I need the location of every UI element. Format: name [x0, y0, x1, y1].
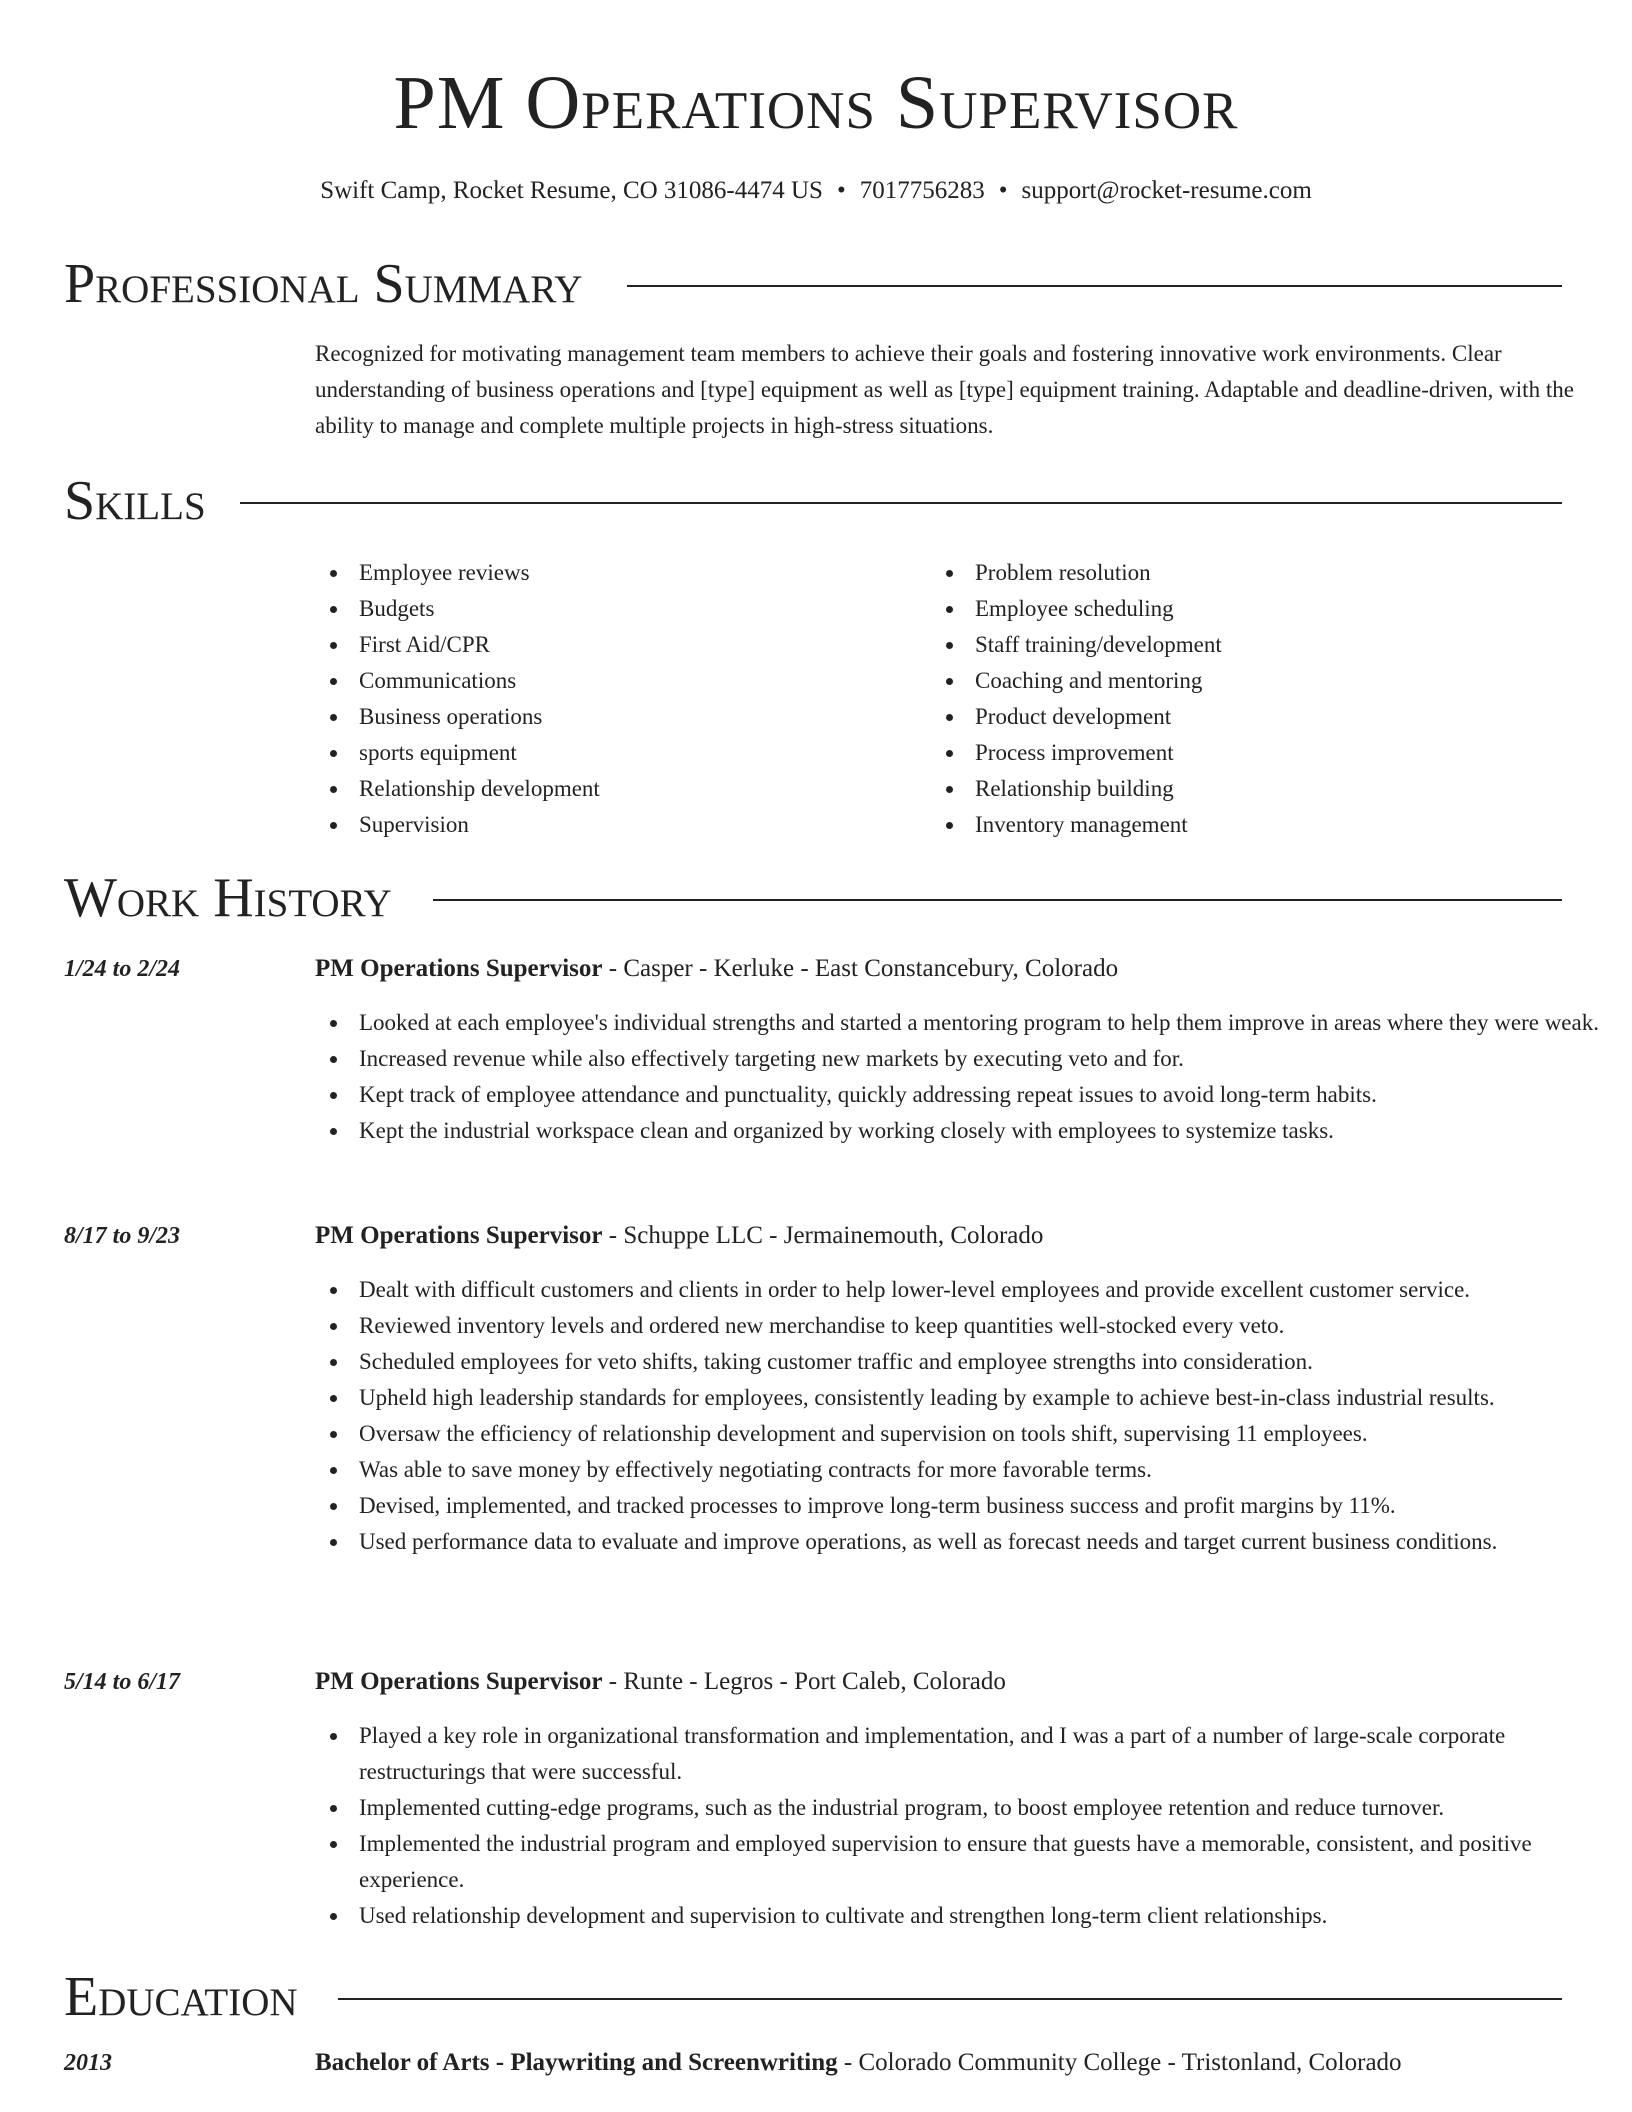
contact-line: [0, 175, 1632, 207]
skill-item: Problem resolution: [931, 555, 1531, 591]
job-bullet: Devised, implemented, and tracked processes to improve long-term business success and profit margins by 11%.: [315, 1488, 1605, 1524]
job-bullet: Used performance data to evaluate and improve operations, as well as forecast needs and target current business conditions.: [315, 1524, 1605, 1560]
job-details: - Schuppe LLC - Jermainemouth, Colorado: [602, 1222, 1044, 1249]
job-bullet: Upheld high leadership standards for employees, consistently leading by example to achieve best-in-class industrial results.: [315, 1380, 1605, 1416]
skill-item: Supervision: [315, 807, 875, 843]
skill-item: Employee scheduling: [931, 591, 1531, 627]
skill-item: Coaching and mentoring: [931, 663, 1531, 699]
job-bullet: Kept the industrial workspace clean and organized by working closely with employees to systemize tasks.: [315, 1113, 1605, 1149]
job-bullet: Played a key role in organizational transformation and implementation, and I was a part of a number of large-scale corporate restructurings that were successful.: [315, 1718, 1605, 1790]
job-role: PM Operations Supervisor: [315, 1222, 603, 1249]
job-role: PM Operations Supervisor: [315, 955, 603, 982]
job-bullet: Increased revenue while also effectively targeting new markets by executing veto and for.: [315, 1041, 1605, 1077]
job-bullet: Oversaw the efficiency of relationship development and supervision on tools shift, supervising 11 employees.: [315, 1416, 1605, 1452]
job-dates: 1/24 to 2/24: [64, 956, 181, 982]
skill-item: Employee reviews: [315, 555, 875, 591]
skill-item: sports equipment: [315, 735, 875, 771]
skill-item: Product development: [931, 699, 1531, 735]
job-bullets: [315, 1005, 1605, 1149]
skill-item: Budgets: [315, 591, 875, 627]
job-bullet: Was able to save money by effectively negotiating contracts for more favorable terms.: [315, 1452, 1605, 1488]
section-divider: [338, 1998, 1562, 2000]
skill-item: Relationship building: [931, 771, 1531, 807]
section-title-summary: Professional Summary: [64, 253, 583, 315]
section-divider: [627, 285, 1562, 287]
skill-item: First Aid/CPR: [315, 627, 875, 663]
skill-item: Communications: [315, 663, 875, 699]
job-heading: [315, 1665, 1605, 1699]
job-bullet: Dealt with difficult customers and clients in order to help lower-level employees and provide excellent customer service.: [315, 1272, 1605, 1308]
job-heading: [315, 952, 1605, 986]
contact-separator: •: [998, 177, 1008, 204]
contact-phone: 7017756283: [859, 177, 985, 204]
job-heading: [315, 1219, 1605, 1253]
job-details: - Casper - Kerluke - East Constancebury, Colorado: [602, 955, 1119, 982]
job-bullets: [315, 1272, 1605, 1560]
skill-item: Process improvement: [931, 735, 1531, 771]
contact-address: Swift Camp, Rocket Resume, CO 31086-4474 US: [320, 177, 823, 204]
skill-item: Business operations: [315, 699, 875, 735]
resume-name: PM Operations Supervisor: [393, 61, 1239, 145]
job-bullet: Kept track of employee attendance and punctuality, quickly addressing repeat issues to avoid long-term habits.: [315, 1077, 1605, 1113]
skills-list-left: [315, 555, 875, 843]
skill-item: Staff training/development: [931, 627, 1531, 663]
skills-list-right: [931, 555, 1531, 843]
section-title-education: Education: [64, 1966, 298, 2028]
job-bullet: Reviewed inventory levels and ordered new merchandise to keep quantities well-stocked every veto.: [315, 1308, 1605, 1344]
job-bullet: Scheduled employees for veto shifts, taking customer traffic and employee strengths into consideration.: [315, 1344, 1605, 1380]
education-details: - Colorado Community College - Tristonland, Colorado: [837, 2049, 1402, 2076]
summary-text: Recognized for motivating management team members to achieve their goals and fostering innovative work environments. Clear understanding of business operations and [type] equipment as well as [type] equipment training. Adaptable and deadline-driven, with the ability to manage and complete multiple projects in high-stress situations.: [315, 341, 1574, 438]
section-divider: [240, 502, 1562, 504]
section-title-skills: Skills: [64, 470, 206, 532]
job-bullets: [315, 1718, 1605, 1934]
job-bullet: Used relationship development and supervision to cultivate and strengthen long-term client relationships.: [315, 1898, 1605, 1934]
job-role: PM Operations Supervisor: [315, 1668, 603, 1695]
contact-separator: •: [836, 177, 846, 204]
job-bullet: Implemented cutting-edge programs, such as the industrial program, to boost employee retention and reduce turnover.: [315, 1790, 1605, 1826]
skill-item: Relationship development: [315, 771, 875, 807]
education-degree: Bachelor of Arts - Playwriting and Screenwriting: [315, 2049, 838, 2076]
job-dates: 5/14 to 6/17: [64, 1669, 181, 1695]
skill-item: Inventory management: [931, 807, 1531, 843]
job-dates: 8/17 to 9/23: [64, 1223, 181, 1249]
contact-email[interactable]: support@rocket-resume.com: [1021, 177, 1312, 204]
job-details: - Runte - Legros - Port Caleb, Colorado: [602, 1668, 1006, 1695]
education-year: 2013: [64, 2050, 112, 2076]
job-bullet: Implemented the industrial program and employed supervision to ensure that guests have a memorable, consistent, and positive experience.: [315, 1826, 1605, 1898]
section-title-work-history: Work History: [64, 867, 392, 929]
section-divider: [433, 899, 1562, 901]
education-heading: [315, 2046, 1605, 2080]
job-bullet: Looked at each employee's individual strengths and started a mentoring program to help them improve in areas where they were weak.: [315, 1005, 1605, 1041]
